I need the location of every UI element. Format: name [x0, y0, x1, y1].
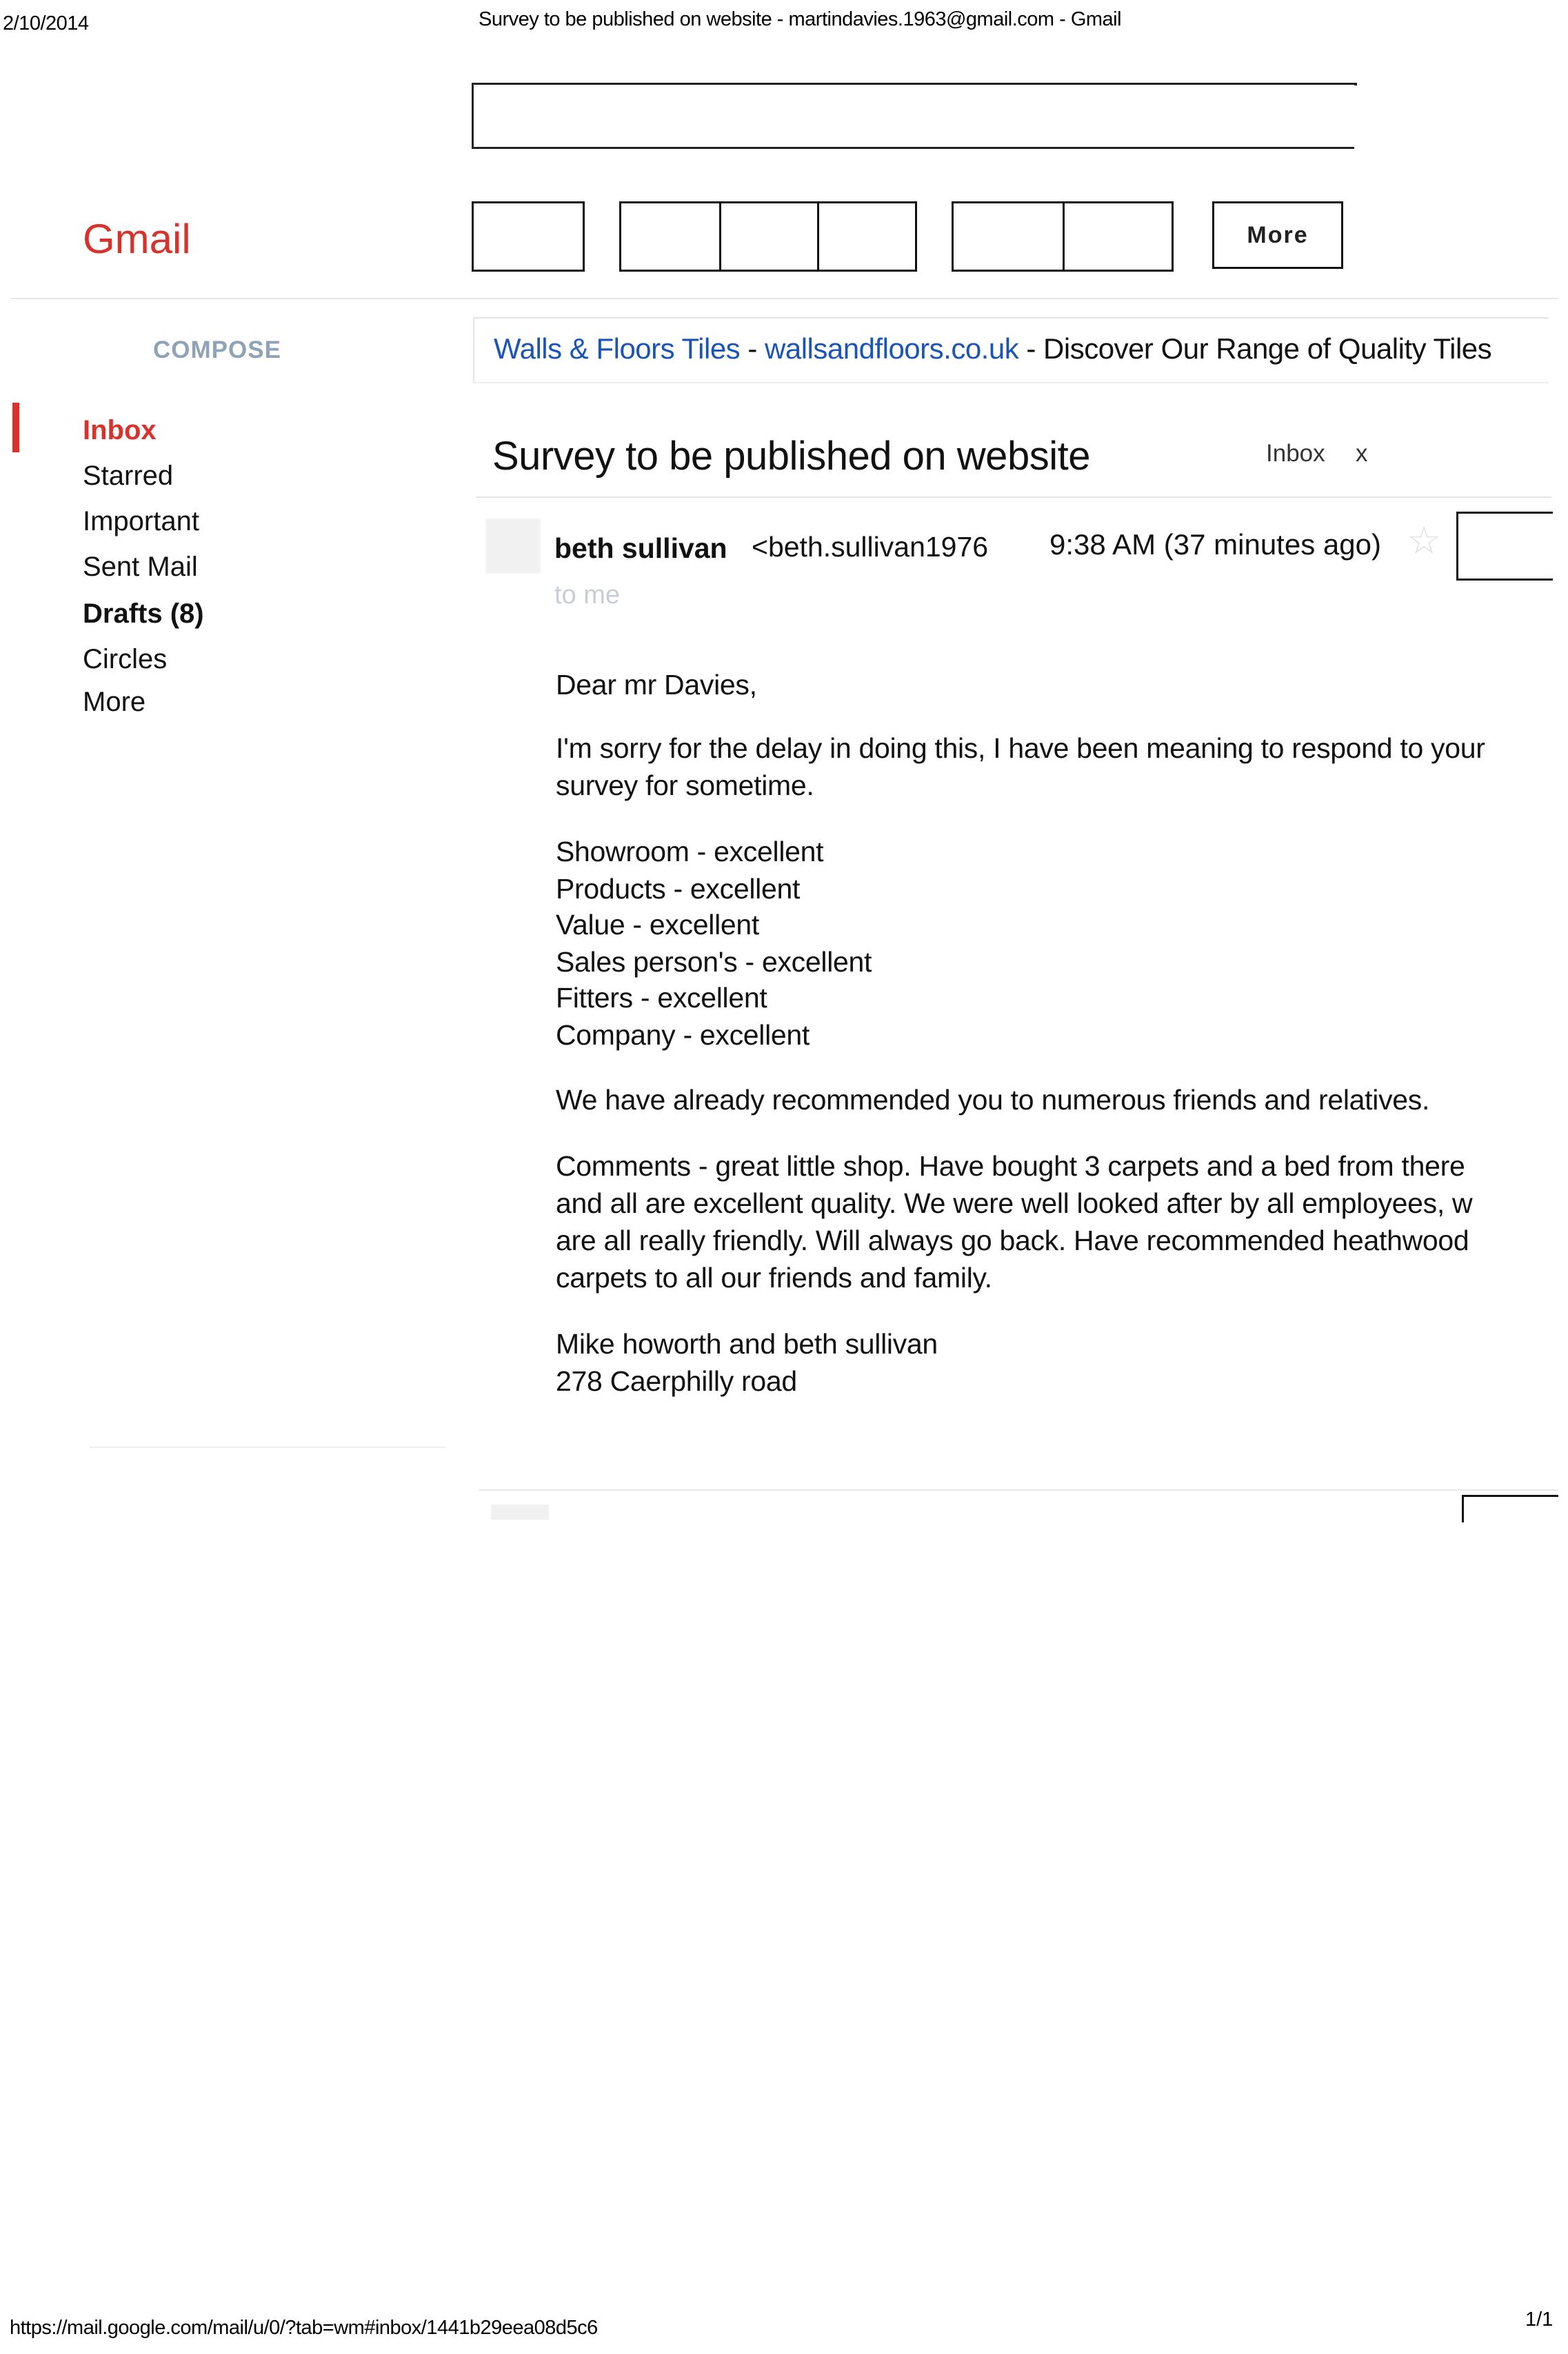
- compose-button[interactable]: COMPOSE: [153, 336, 281, 363]
- sender-avatar: [485, 519, 541, 574]
- search-box[interactable]: [472, 83, 1354, 149]
- gmail-logo: Gmail: [83, 216, 191, 262]
- select-checkbox-button[interactable]: [472, 201, 585, 272]
- reply-button[interactable]: [1456, 512, 1553, 581]
- print-url: https://mail.google.com/mail/u/0/?tab=wm#inbox/1441b29eea08d5c6: [10, 2317, 598, 2339]
- sidebar-item-sent-mail[interactable]: Sent Mail: [83, 552, 198, 582]
- body-line: Showroom - excellent: [556, 836, 824, 867]
- print-page-title: Survey to be published on website - martindavies.1963@gmail.com - Gmail: [479, 8, 1122, 30]
- more-button[interactable]: More: [1212, 201, 1343, 269]
- sidebar-item-drafts[interactable]: Drafts (8): [83, 598, 204, 629]
- ad-text: [494, 332, 1491, 365]
- thread-subject: Survey to be published on website: [492, 434, 1090, 479]
- body-line: Company - excellent: [556, 1019, 810, 1051]
- label-actions-group: [952, 201, 1174, 272]
- body-line: Value - excellent: [556, 909, 759, 940]
- remove-label-button[interactable]: x: [1356, 440, 1368, 467]
- sidebar-item-important[interactable]: Important: [83, 506, 199, 536]
- print-page-number: 1/1: [1525, 2308, 1554, 2331]
- body-line: Fitters - excellent: [556, 982, 767, 1014]
- ad-title-link[interactable]: Walls & Floors Tiles: [494, 332, 741, 365]
- reply-avatar: [491, 1505, 549, 1520]
- body-line: Products - excellent: [556, 873, 801, 905]
- search-input[interactable]: [474, 85, 1354, 147]
- message-time: 9:38 AM (37 minutes ago): [1049, 528, 1381, 561]
- archive-button[interactable]: [721, 203, 817, 270]
- star-icon[interactable]: ☆: [1407, 519, 1442, 562]
- body-line: I'm sorry for the delay in doing this, I have been meaning to respond to your: [556, 732, 1485, 764]
- sender-email: <beth.sullivan1976: [752, 531, 989, 563]
- labels-button[interactable]: [1065, 203, 1172, 270]
- body-line: are all really friendly. Will always go back. Have recommended heathwood: [556, 1225, 1469, 1256]
- sidebar-item-inbox[interactable]: Inbox: [83, 415, 157, 445]
- sidebar-item-starred[interactable]: Starred: [83, 461, 174, 491]
- subject-divider: [476, 496, 1551, 498]
- report-spam-button[interactable]: [819, 203, 915, 270]
- ad-separator-2: -: [1026, 332, 1036, 365]
- body-line: Mike howorth and beth sullivan: [556, 1328, 938, 1360]
- header-divider: [11, 298, 1558, 299]
- inbox-label-chip[interactable]: Inbox: [1266, 440, 1325, 467]
- message-actions-group: [619, 201, 917, 272]
- sidebar-item-circles[interactable]: Circles: [83, 644, 168, 674]
- body-line: Sales person's - excellent: [556, 946, 872, 978]
- body-line: survey for sometime.: [556, 769, 814, 801]
- move-to-button[interactable]: [954, 203, 1063, 270]
- message-bottom-divider: [479, 1489, 1558, 1491]
- active-nav-marker: [12, 403, 19, 452]
- reply-input-box[interactable]: [1462, 1495, 1558, 1522]
- recipient-summary[interactable]: to me: [554, 581, 621, 610]
- back-button[interactable]: [621, 203, 719, 270]
- body-line: Comments - great little shop. Have bought 3 carpets and a bed from there: [556, 1150, 1465, 1182]
- body-line: We have already recommended you to numerous friends and relatives.: [556, 1084, 1430, 1116]
- print-date: 2/10/2014: [3, 12, 89, 34]
- ad-domain-link[interactable]: wallsandfloors.co.uk: [765, 332, 1019, 365]
- sidebar-item-more[interactable]: More: [83, 687, 146, 717]
- body-line: 278 Caerphilly road: [556, 1365, 797, 1397]
- body-line: carpets to all our friends and family.: [556, 1262, 992, 1294]
- sender-name[interactable]: beth sullivan: [554, 532, 727, 564]
- body-line: Dear mr Davies,: [556, 669, 757, 701]
- ad-description: Discover Our Range of Quality Tiles: [1043, 332, 1492, 365]
- body-line: and all are excellent quality. We were well looked after by all employees, w: [556, 1187, 1473, 1219]
- ad-separator: -: [747, 332, 757, 365]
- sidebar-bottom-divider: [90, 1447, 445, 1448]
